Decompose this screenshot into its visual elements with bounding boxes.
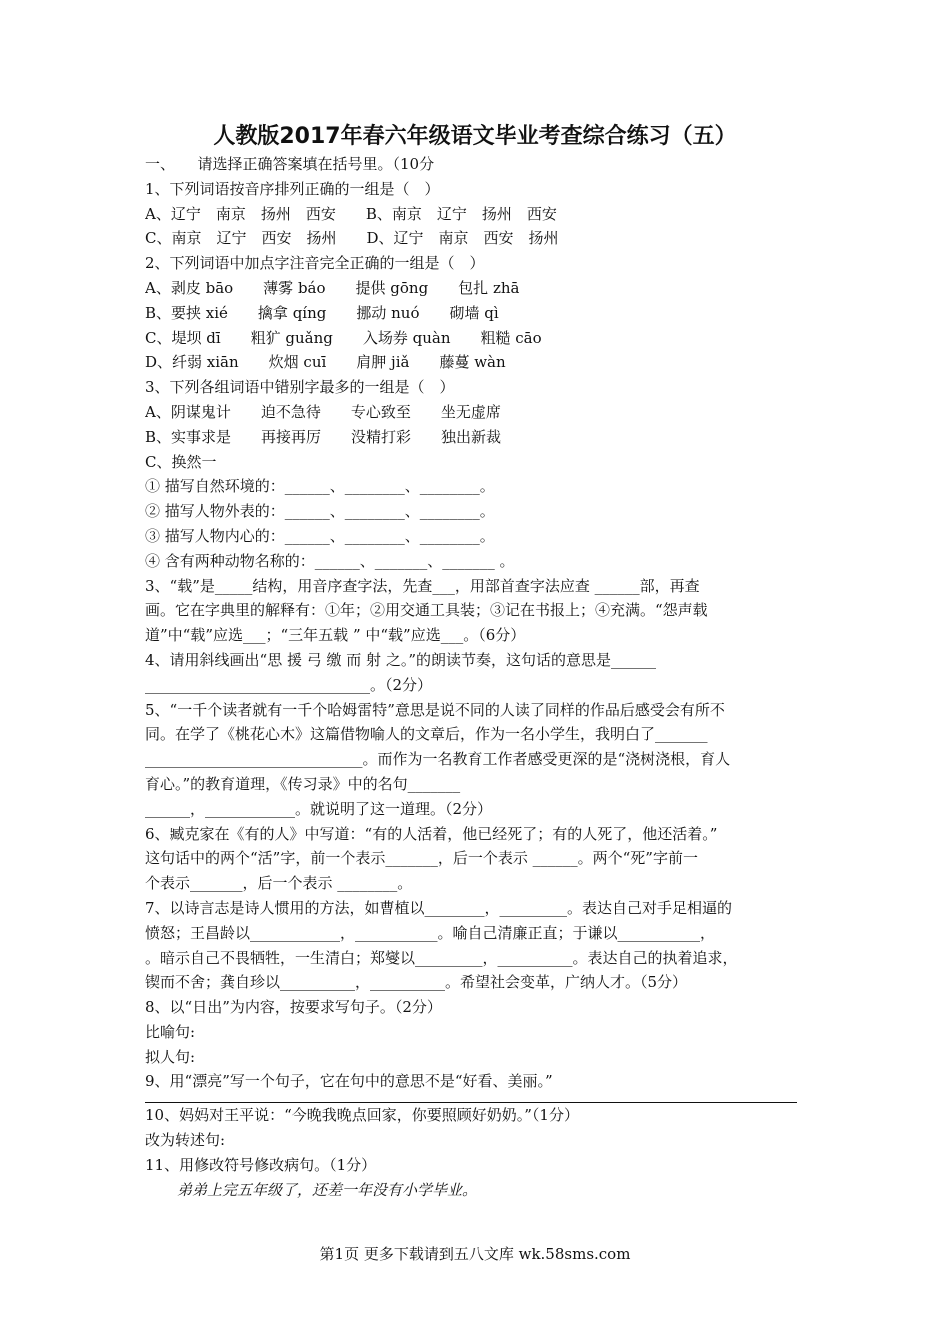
- question-text: 3、“载”是_____结构，用音序查字法，先查___，用部首查字法应查 ______部，再查: [145, 576, 700, 595]
- option-line: C、南京 辽宁 西安 扬州 D、辽宁 南京 西安 扬州: [145, 229, 559, 248]
- option-line: B、要挟 xié 擒拿 qíng 挪动 nuó 砌墙 qì: [145, 303, 499, 322]
- question-text: 育心。”的教育道理，《传习录》中的名句_______: [145, 774, 461, 793]
- question-text: 7、以诗言志是诗人惯用的方法，如曹植以________，_________。表达自己对手足相逼的: [145, 898, 733, 917]
- option-line: D、纤弱 xiān 炊烟 cuī 肩胛 jiǎ 藤蔓 wàn: [145, 353, 506, 372]
- question-text: 8、以“日出”为内容，按要求写句子。（2分）: [145, 998, 442, 1017]
- answer-label: 改为转述句:: [145, 1131, 226, 1150]
- question-text: 5、“一千个读者就有一千个哈姆雷特”意思是说不同的人读了同样的作品后感受会有所不: [145, 700, 725, 719]
- answer-label: 比喻句:: [145, 1022, 196, 1041]
- question-text: 画。它在字典里的解释有：①年；②用交通工具装；③记在书报上；④充满。“怨声载: [145, 601, 708, 620]
- question-text: 。暗示自己不畏牺牲，一生清白；郑燮以_________，__________。表达自己的执着追求，: [145, 948, 738, 967]
- exercise-body: [145, 152, 817, 1202]
- option-line: A、辽宁 南京 扬州 西安 B、南京 辽宁 扬州 西安: [145, 204, 557, 223]
- option-line: A、阴谋鬼计 迫不急待 专心致至 坐无虚席: [145, 402, 501, 421]
- fill-line: ④ 含有两种动物名称的：______、_______、_______ 。: [145, 551, 515, 570]
- section-heading: 一、 请选择正确答案填在括号里。（10分: [145, 155, 435, 173]
- fill-line: ② 描写人物外表的：______、________、________。: [145, 502, 495, 521]
- answer-label: 拟人句:: [145, 1047, 196, 1066]
- question-text: 10、妈妈对王平说：“今晚我晚点回家，你要照顾好奶奶。”（1分）: [145, 1106, 579, 1125]
- question-text: ______，____________。就说明了这一道理。（2分）: [145, 799, 493, 818]
- question-text: 6、臧克家在《有的人》中写道：“有的人活着，他已经死了；有的人死了，他还活着。”: [145, 824, 718, 843]
- page-footer: 第1页 更多下载请到五八文库 wk.58sms.com: [319, 1245, 631, 1263]
- option-line: C、堤坝 dī 粗犷 guǎng 入场券 quàn 粗糙 cāo: [145, 328, 542, 347]
- fill-line: ③ 描写人物内心的：______、________、________。: [145, 526, 495, 545]
- question-text: 4、请用斜线画出“思 援 弓 缴 而 射 之。”的朗读节奏，这句话的意思是______: [145, 650, 656, 669]
- question-text: _____________________________。而作为一名教育工作者感受更深的是“浇树浇根，育人: [145, 750, 731, 769]
- question-2: 2、下列词语中加点字注音完全正确的一组是（ ）: [145, 254, 485, 273]
- question-text: ______________________________。（2分）: [145, 675, 433, 694]
- page-title: 人教版2017年春六年级语文毕业考查综合练习（五）: [213, 124, 737, 149]
- question-text: 愤怒；王昌龄以____________，___________。喻自己清廉正直；于谦以___________，: [145, 923, 716, 942]
- question-1: 1、下列词语按音序排列正确的一组是（ ）: [145, 179, 440, 198]
- answer-rule: [145, 1096, 797, 1103]
- question-text: 11、用修改符号修改病句。（1分）: [145, 1155, 377, 1174]
- question-3: 3、下列各组词语中错别字最多的一组是（ ）: [145, 378, 455, 397]
- question-text: 锲而不舍；龚自珍以__________，__________。希望社会变革，广纳人才。（5分）: [145, 973, 688, 992]
- question-text: 道”中“载”应选___；“三年五载 ” 中“载”应选___。（6分）: [145, 626, 526, 645]
- question-text: 9、用“漂亮”写一个句子，它在句中的意思不是“好看、美丽。”: [145, 1072, 553, 1091]
- question-text: 同。在学了《桃花心木》这篇借物喻人的文章后，作为一名小学生，我明白了_______: [145, 725, 708, 744]
- question-text: 个表示_______，后一个表示 ________。: [145, 874, 413, 893]
- handwritten-sentence: 弟弟上完五年级了，还差一年没有小学毕业。: [177, 1180, 478, 1199]
- option-line: C、换然一: [145, 452, 217, 471]
- option-line: B、实事求是 再接再厉 没精打彩 独出新裁: [145, 427, 502, 446]
- option-line: A、剥皮 bāo 薄雾 báo 提供 gōng 包扎 zhā: [145, 278, 520, 297]
- fill-line: ① 描写自然环境的：______、________、________。: [145, 477, 495, 496]
- question-text: 这句话中的两个“活”字，前一个表示_______，后一个表示 ______。两个“死”字前一: [145, 849, 698, 868]
